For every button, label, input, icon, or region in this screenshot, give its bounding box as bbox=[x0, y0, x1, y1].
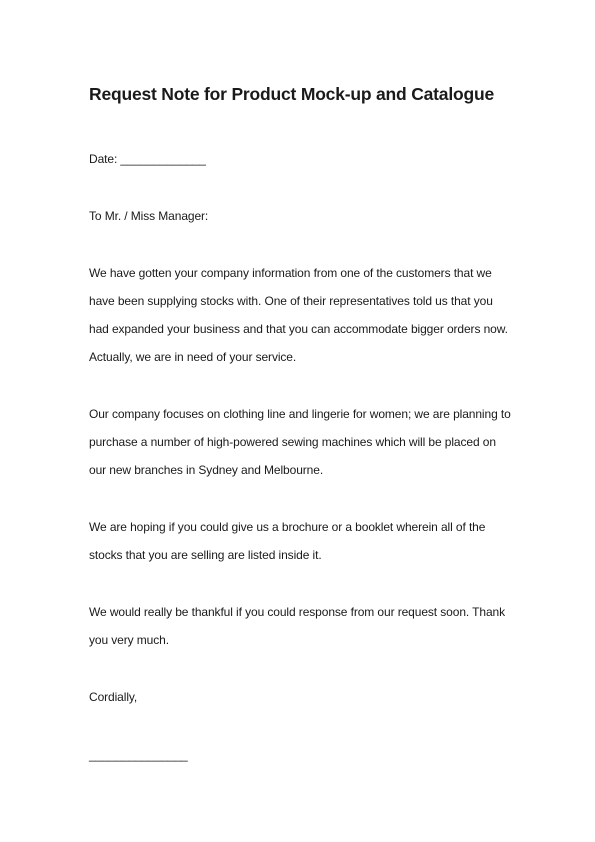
paragraph-line: have been supplying stocks with. One of their representatives told us that you bbox=[89, 294, 493, 308]
paragraph-line: had expanded your business and that you can accommodate bigger orders now. bbox=[89, 322, 508, 336]
paragraph-line: stocks that you are selling are listed inside it. bbox=[89, 548, 322, 562]
date-line: Date: _____________ bbox=[89, 152, 206, 166]
paragraph-line: We would really be thankful if you could response from our request soon. Thank bbox=[89, 605, 505, 619]
paragraph-line: you very much. bbox=[89, 633, 169, 647]
paragraph-line: Our company focuses on clothing line and lingerie for women; we are planning to bbox=[89, 407, 511, 421]
paragraph-line: our new branches in Sydney and Melbourne. bbox=[89, 463, 324, 477]
signature-line: _______________ bbox=[89, 748, 188, 762]
document-title: Request Note for Product Mock-up and Catalogue bbox=[89, 84, 494, 104]
closing: Cordially, bbox=[89, 690, 138, 704]
salutation: To Mr. / Miss Manager: bbox=[89, 209, 209, 223]
paragraph-line: purchase a number of high-powered sewing machines which will be placed on bbox=[89, 435, 496, 449]
paragraph-line: We are hoping if you could give us a brochure or a booklet wherein all of the bbox=[89, 520, 486, 534]
paragraph-line: Actually, we are in need of your service. bbox=[89, 350, 297, 364]
paragraph-line: We have gotten your company information from one of the customers that we bbox=[89, 266, 492, 280]
